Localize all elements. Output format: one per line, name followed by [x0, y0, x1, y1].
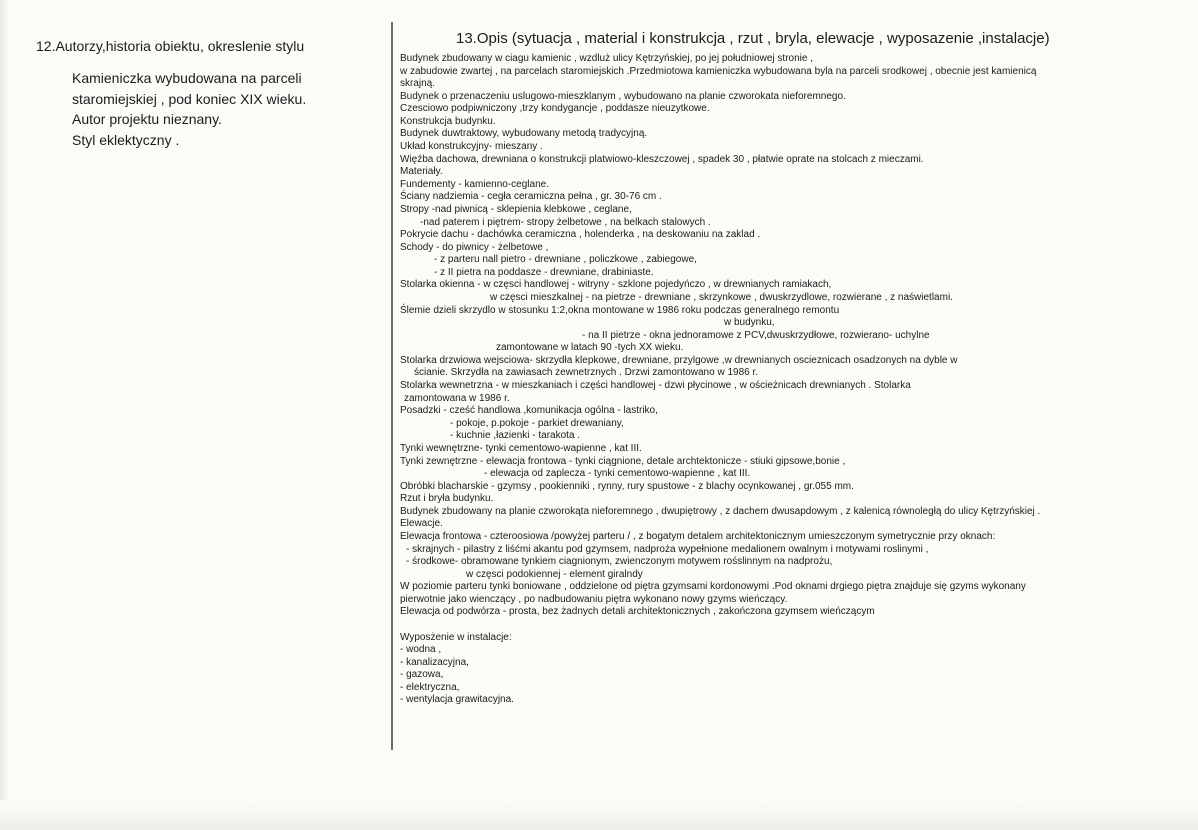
description-line: Budynek zbudowany na planie czworokąta nieforemnego , dwupiętrowy , z dachem dwusapdowym , z kalenicą równoległą do ulicy Kętrzyńskiej .	[400, 505, 1041, 517]
description-line: - pokoje, p.pokoje - parkiet drewaniany,	[450, 417, 624, 429]
section-12-line: staromiejskiej , pod koniec XIX wieku.	[72, 90, 307, 107]
description-line: Ściany nadziemia - cegła ceramiczna pełna , gr. 30-76 cm .	[400, 191, 662, 203]
scan-edge-shadow	[0, 0, 10, 830]
section-12-line: Kamieniczka wybudowana na parceli	[72, 70, 302, 86]
description-line: - kanalizacyjna,	[400, 656, 469, 668]
description-line: - z parteru nall pietro - drewniane , policzkowe , zabiegowe,	[434, 254, 697, 266]
description-line: Budynek zbudowany w ciagu kamienic , wzdluż ulicy Kętrzyńskiej, po jej południowej stronie ,	[400, 53, 813, 64]
section-12-line: Autor projektu nieznany.	[72, 111, 222, 127]
section-13-body	[400, 53, 1190, 707]
description-line: Elewacja frontowa - czteroosiowa /powyżej parteru / , z bogatym detalem architektonicznym umieszczonym symetrycznie przy oknach:	[400, 530, 996, 542]
description-line: zamontowane w latach 90 -tych XX wieku.	[496, 342, 684, 354]
description-line: Rzut i bryła budynku.	[400, 493, 494, 505]
description-line: Stolarka okienna - w częsci handlowej - witryny - szklone pojedyńczo , w drewnianych ramiakach,	[400, 279, 832, 291]
description-line: Tynki wewnętrzne- tynki cementowo-wapienne , kat III.	[400, 442, 642, 454]
description-line: w budynku,	[724, 317, 775, 329]
description-line: - elewacja od zaplecza - tynki cementowo-wapienne , kat III.	[484, 468, 751, 480]
description-line: Budynek duwtraktowy, wybudowany metodą tradycyjną.	[400, 128, 648, 140]
description-line: Wyposżenie w instalacje:	[400, 631, 512, 643]
description-line: Więźba dachowa, drewniana o konstrukcji platwiowo-kleszczowej , spadek 30 , płatwie oprate na stolcach z mieczami.	[400, 153, 924, 165]
section-12-authors-history	[36, 38, 366, 150]
section-13-heading: 13.Opis (sytuacja , material i konstrukcja , rzut , bryla, elewacje , wyposazenie ,instalacje)	[456, 30, 1050, 47]
description-line: - kuchnie ,łazienki - tarakota .	[450, 430, 581, 442]
description-line: pierwotnie jako wienczący , po nadbudowaniu piętra wykonano nowy gzyms wieńczący.	[400, 593, 788, 605]
description-line: Elewacje.	[400, 518, 443, 530]
description-line: - gazowa,	[400, 669, 444, 681]
description-line: Stropy -nad piwnicą - sklepienia klebkowe , ceglane,	[400, 203, 632, 215]
description-line: zamontowana w 1986 r.	[404, 392, 510, 404]
description-line: skrajną.	[400, 78, 436, 90]
description-line: - skrajnych - pilastry z liśćmi akantu pod gzymsem, nadproża wypełnione medalionem owalnym i motywami roslinymi ,	[406, 543, 929, 555]
section-12-body	[72, 68, 366, 150]
description-line: Ślemie dzieli skrzydlo w stosunku 1:2,okna montowane w 1986 roku podczas generalnego remontu	[400, 304, 840, 316]
column-divider	[391, 22, 393, 750]
description-line: Budynek o przenaczeniu uslugowo-mieszklanym , wybudowano na planie czworokata nieforemnego.	[400, 90, 846, 102]
section-13-description	[400, 30, 1190, 707]
description-line: Tynki zewnętrzne - elewacja frontowa - tynki ciągnione, detale archtektonicze - stiuki gipsowe,bonie ,	[400, 455, 846, 467]
description-line: Posadzki - cześć handlowa ,komunikacja ogólna - lastriko,	[400, 405, 658, 417]
description-line: Schody - do piwnicy - żelbetowe ,	[400, 241, 549, 253]
description-line: Fundementy - kamienno-ceglane.	[400, 178, 549, 190]
description-line: - elektryczna,	[400, 681, 460, 693]
description-line	[400, 619, 1190, 632]
description-line: w częsci podokiennej - element giralndy	[466, 568, 643, 580]
description-line: Obróbki blacharskie - gzymsy , pookienniki , rynny, rury spustowe - z blachy ocynkowanej , gr.055 mm.	[400, 480, 854, 492]
description-line: Układ konstrukcyjny- mieszany .	[400, 141, 543, 153]
description-line: Materiały.	[400, 166, 443, 178]
description-line: Pokrycie dachu - dachówka ceramiczna , holenderka , na deskowaniu na zaklad .	[400, 229, 761, 241]
description-line: - środkowe- obramowane tynkiem ciagnionym, zwienczonym motywem rośslinnym na nadprożu,	[406, 556, 833, 568]
description-line: Czesciowo podpiwniczony ,trzy kondygancje , poddasze nieuzytkowe.	[400, 103, 710, 115]
description-line: w częsci mieszkalnej - na pietrze - drewniane , skrzynkowe , dwuskrzydlowe, rozwierane , z naświetlami.	[490, 291, 953, 303]
description-line: - z II pietra na poddasze - drewniane, drabiniaste.	[434, 266, 654, 278]
description-line: - wentylacja grawitacyjna.	[400, 694, 514, 706]
description-line: ścianie. Skrzydła na zawiasach zewnetrznych . Drzwi zamontowano w 1986 r.	[414, 367, 759, 379]
description-line: W poziomie parteru tynki boniowane , oddzielone od piętra gzymsami kordonowymi .Pod oknami drgiego piętra znajduje się gzyms wykonany	[400, 581, 1026, 593]
description-line: - wodna ,	[400, 644, 442, 656]
description-line: Elewacja od podwórza - prosta, bez żadnych detali architektonicznych , zakończona gzymsem wieńczącym	[400, 606, 875, 618]
description-line: Stolarka drzwiowa wejsciowa- skrzydła klepkowe, drewniane, przylgowe ,w drewnianych oscieznicach osadzonych na dyble w	[400, 354, 958, 366]
description-line: -nad paterem i piętrem- stropy żelbetowe , na belkach stalowych .	[420, 216, 711, 228]
description-line: Stolarka wewnetrzna - w mieszkaniach i części handlowej - dzwi płycinowe , w ościeżnicach drewnianych . Stolarka	[400, 380, 911, 392]
description-line: Konstrukcja budynku.	[400, 115, 496, 127]
section-12-line: Styl eklektyczny .	[72, 131, 180, 148]
section-12-heading: 12.Autorzy,historia obiektu, okreslenie stylu	[36, 38, 305, 54]
description-line: w zabudowie zwartej , na parcelach staromiejskich .Przedmiotowa kamieniczka wybudowana byla na parceli srodkowej , obecnie jest kamienicą	[400, 65, 1037, 77]
description-line: - na II pietrze - okna jednoramowe z PCV,dwuskrzydłowe, rozwierano- uchylne	[582, 329, 930, 341]
scan-bottom-shadow	[0, 800, 1198, 830]
